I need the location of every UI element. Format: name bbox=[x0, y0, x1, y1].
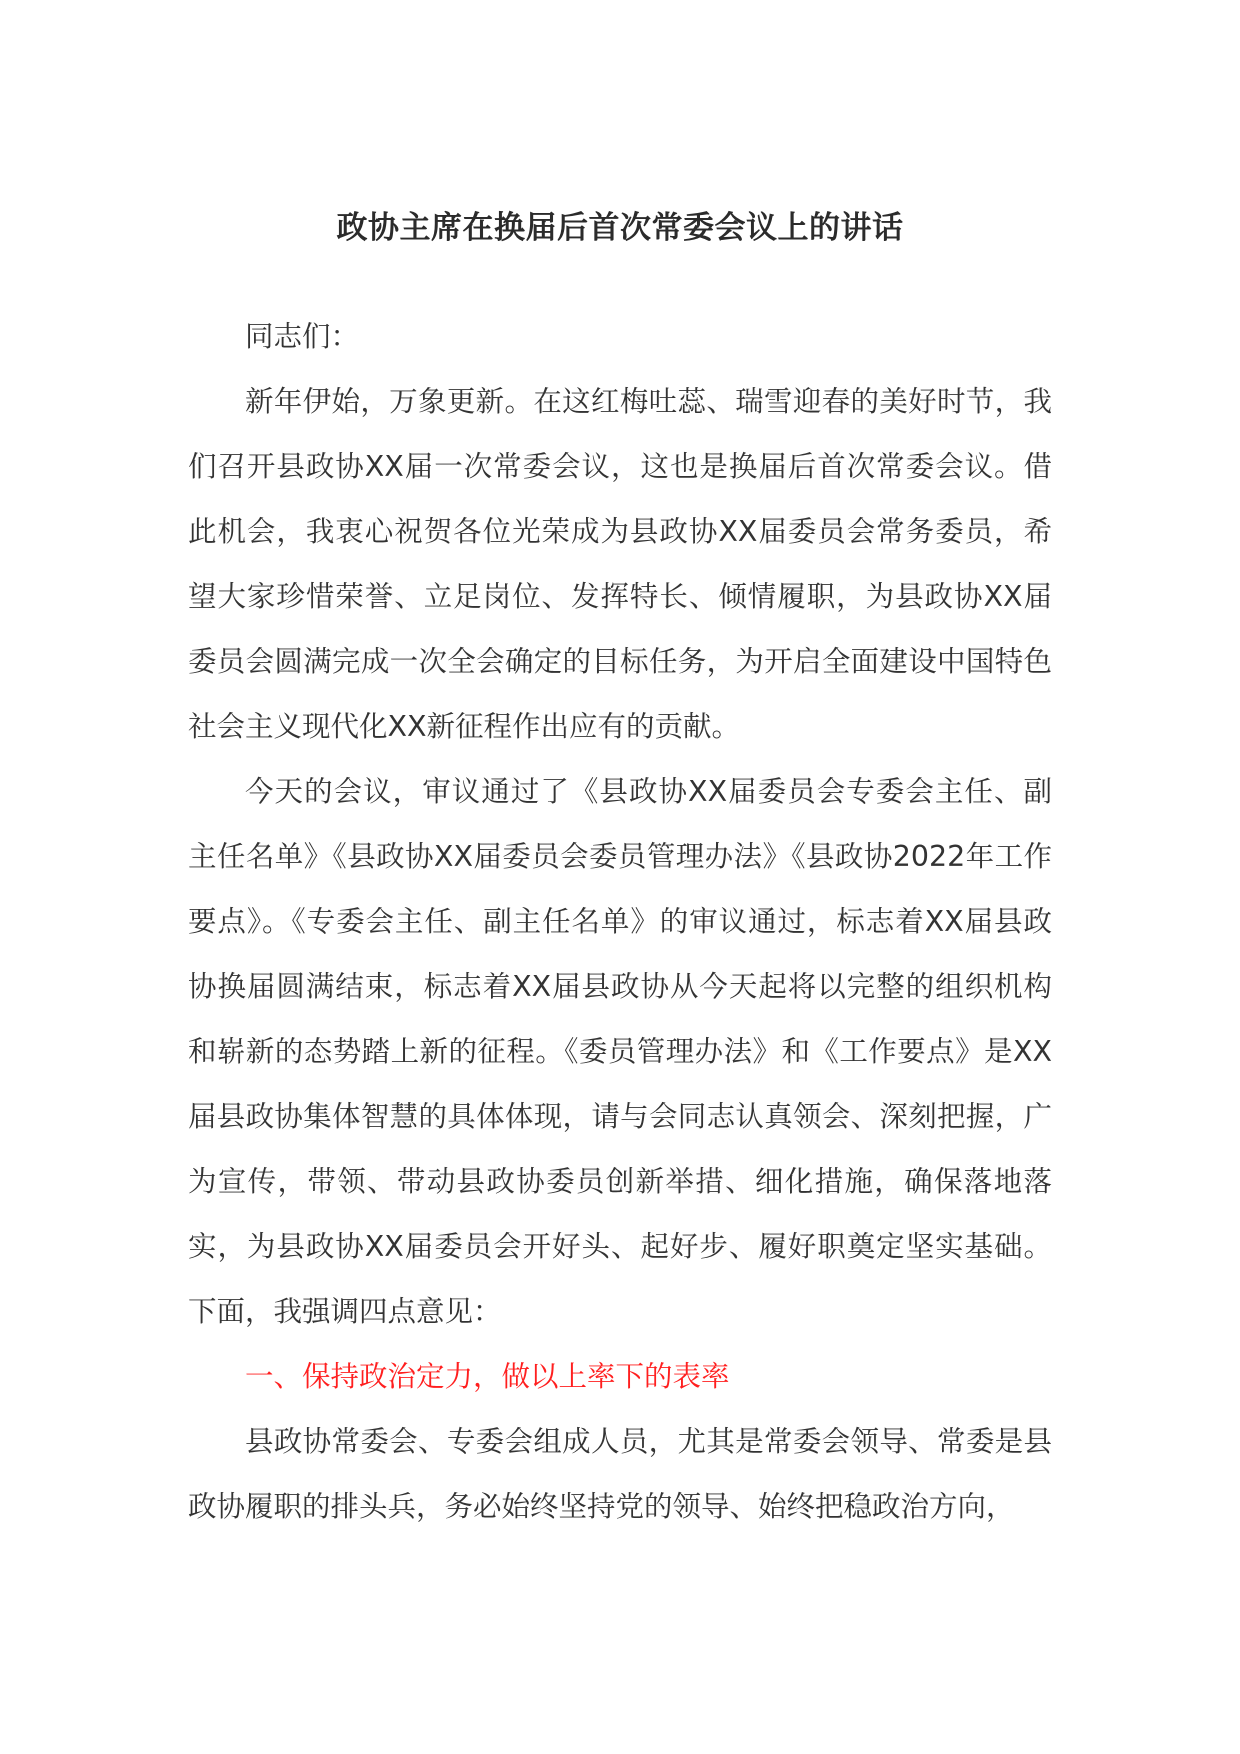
section-paragraph: 县政协常委会、专委会组成人员，尤其是常委会领导、常委是县政协履职的排头兵，务必始终坚持党的领导、始终把稳政治方向， bbox=[188, 1425, 1052, 1523]
salutation: 同志们： bbox=[245, 320, 360, 353]
paragraph-opening: 新年伊始，万象更新。在这红梅吐蕊、瑞雪迎春的美好时节，我们召开县政协XX届一次常委会议，这也是换届后首次常委会议。借此机会，我衷心祝贺各位光荣成为县政协XX届委员会常务委员，希望大家珍惜荣誉、立足岗位、发挥特长、倾情履职，为县政协XX届委员会圆满完成一次全会确定的目标任务，为开启全面建设中国特色社会主义现代化XX新征程作出应有的贡献。 bbox=[188, 385, 1052, 743]
section-heading: 一、保持政治定力，做以上率下的表率 bbox=[245, 1360, 730, 1393]
document-body bbox=[188, 304, 1052, 1539]
document-title: 政协主席在换届后首次常委会议上的讲话 bbox=[336, 210, 904, 246]
paragraph-meeting-review: 今天的会议，审议通过了《县政协XX届委员会专委会主任、副主任名单》《县政协XX届委员会委员管理办法》《县政协2022年工作要点》。《专委会主任、副主任名单》的审议通过，标志着XX届县政协换届圆满结束，标志着XX届县政协从今天起将以完整的组织机构和崭新的态势踏上新的征程。《委员管理办法》和《工作要点》是XX届县政协集体智慧的具体体现，请与会同志认真领会、深刻把握，广为宣传，带领、带动县政协委员创新举措、细化措施，确保落地落实，为县政协XX届委员会开好头、起好步、履好职奠定坚实基础。下面，我强调四点意见： bbox=[188, 775, 1052, 1328]
